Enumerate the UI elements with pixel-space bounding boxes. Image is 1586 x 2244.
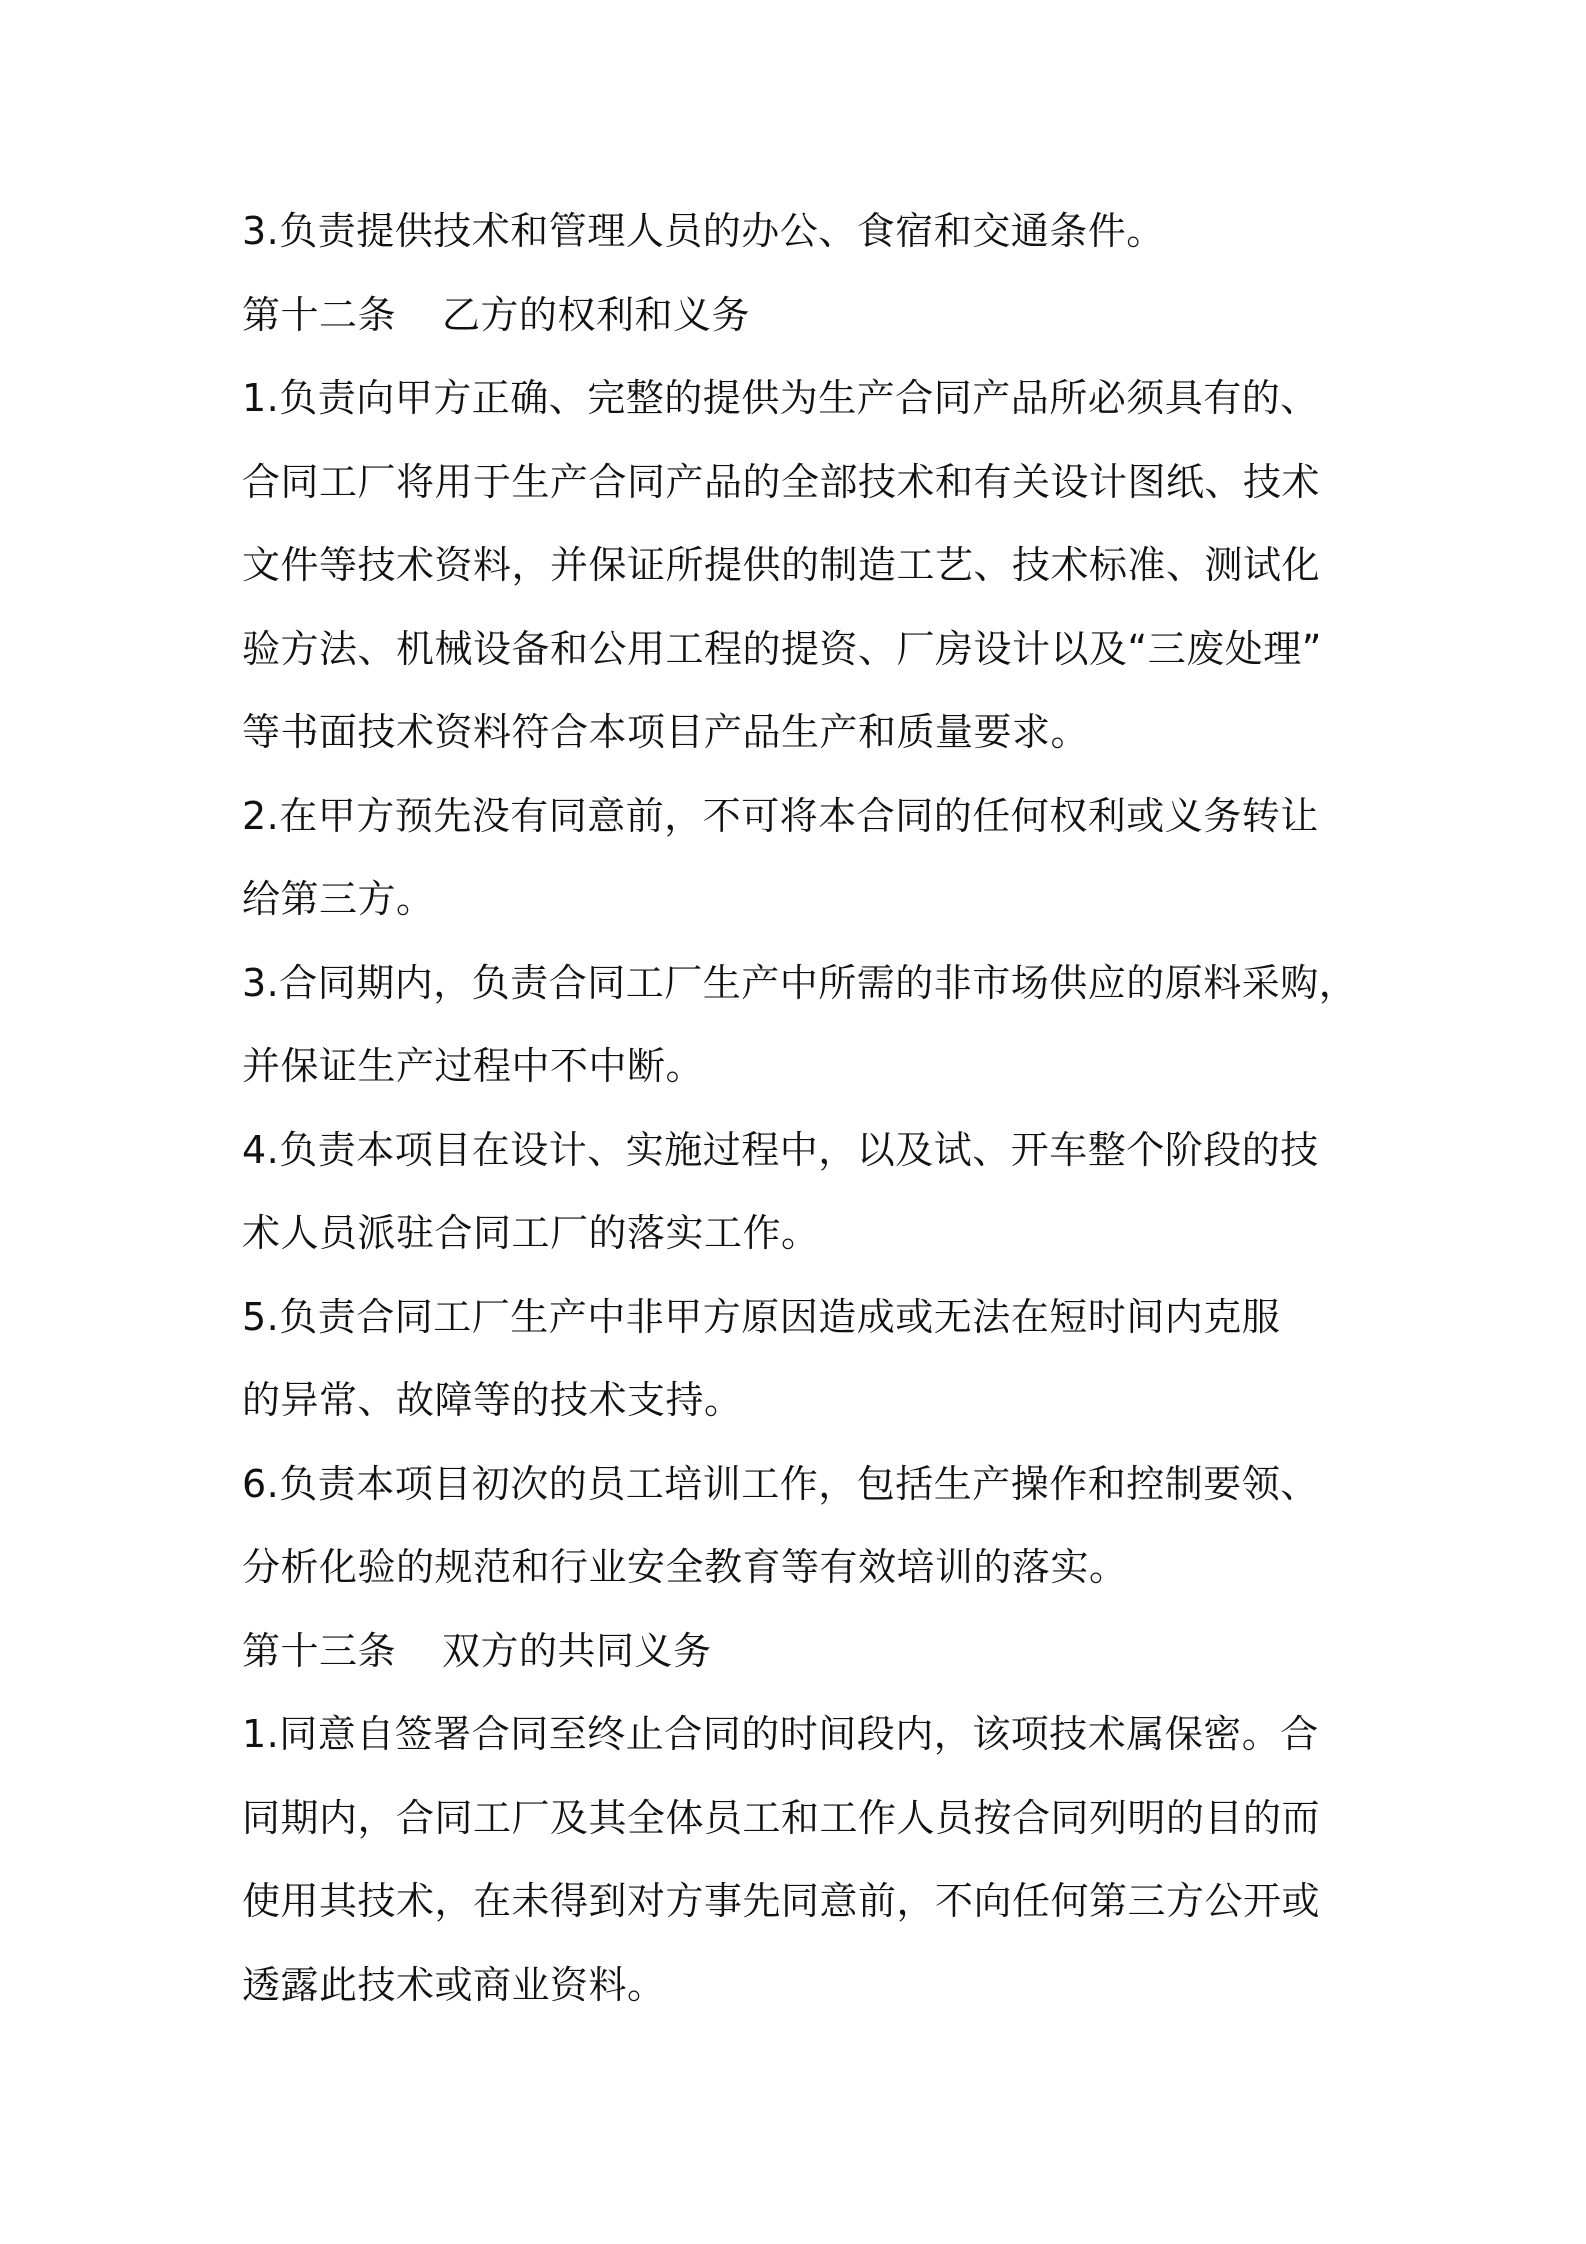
article-12-heading <box>242 274 1362 358</box>
paragraph-line: 1.同意自签署合同至终止合同的时间段内，该项技术属保密。合 <box>242 1712 1319 1756</box>
paragraph-line: 2.在甲方预先没有同意前，不可将本合同的任何权利或义务转让 <box>242 793 1319 838</box>
article-13-title: 双方的共同义务 <box>442 1628 712 1673</box>
article-13-heading <box>242 1610 1362 1694</box>
article-13-number: 第十三条 <box>242 1628 397 1673</box>
paragraph-line: 透露此技术或商业资料。 <box>242 1962 666 2007</box>
paragraph-line: 的异常、故障等的技术支持。 <box>242 1378 743 1422</box>
paragraph-line: 6.负责本项目初次的员工培训工作，包括生产操作和控制要领、 <box>242 1461 1319 1506</box>
paragraph-line: 3.负责提供技术和管理人员的办公、食宿和交通条件。 <box>242 209 1165 253</box>
paragraph-line: 1.负责向甲方正确、完整的提供为生产合同产品所必须具有的、 <box>242 376 1319 420</box>
paragraph-line: 3.合同期内，负责合同工厂生产中所需的非市场供应的原料采购， <box>242 960 1358 1005</box>
article-12-number: 第十二条 <box>242 292 397 337</box>
paragraph-line: 5.负责合同工厂生产中非甲方原因造成或无法在短时间内克服 <box>242 1294 1281 1339</box>
paragraph-line: 4.负责本项目在设计、实施过程中，以及试、开车整个阶段的技 <box>242 1127 1319 1172</box>
article-12-title: 乙方的权利和义务 <box>442 292 751 337</box>
paragraph-line: 并保证生产过程中不中断。 <box>242 1044 705 1088</box>
paragraph-line: 等书面技术资料符合本项目产品生产和质量要求。 <box>242 710 1090 754</box>
document-body <box>242 190 1362 2027</box>
paragraph-line: 给第三方。 <box>242 877 435 921</box>
paragraph-line: 分析化验的规范和行业安全教育等有效培训的落实。 <box>242 1545 1128 1589</box>
paragraph-line: 文件等技术资料，并保证所提供的制造工艺、技术标准、测试化 <box>242 543 1321 587</box>
paragraph-line: 验方法、机械设备和公用工程的提资、厂房设计以及“三废处理” <box>242 626 1322 671</box>
paragraph-line: 使用其技术，在未得到对方事先同意前，不向任何第三方公开或 <box>242 1879 1321 1923</box>
paragraph-line: 术人员派驻合同工厂的落实工作。 <box>242 1211 820 1255</box>
paragraph-line: 同期内，合同工厂及其全体员工和工作人员按合同列明的目的而 <box>242 1795 1321 1840</box>
paragraph-line: 合同工厂将用于生产合同产品的全部技术和有关设计图纸、技术 <box>242 459 1321 504</box>
